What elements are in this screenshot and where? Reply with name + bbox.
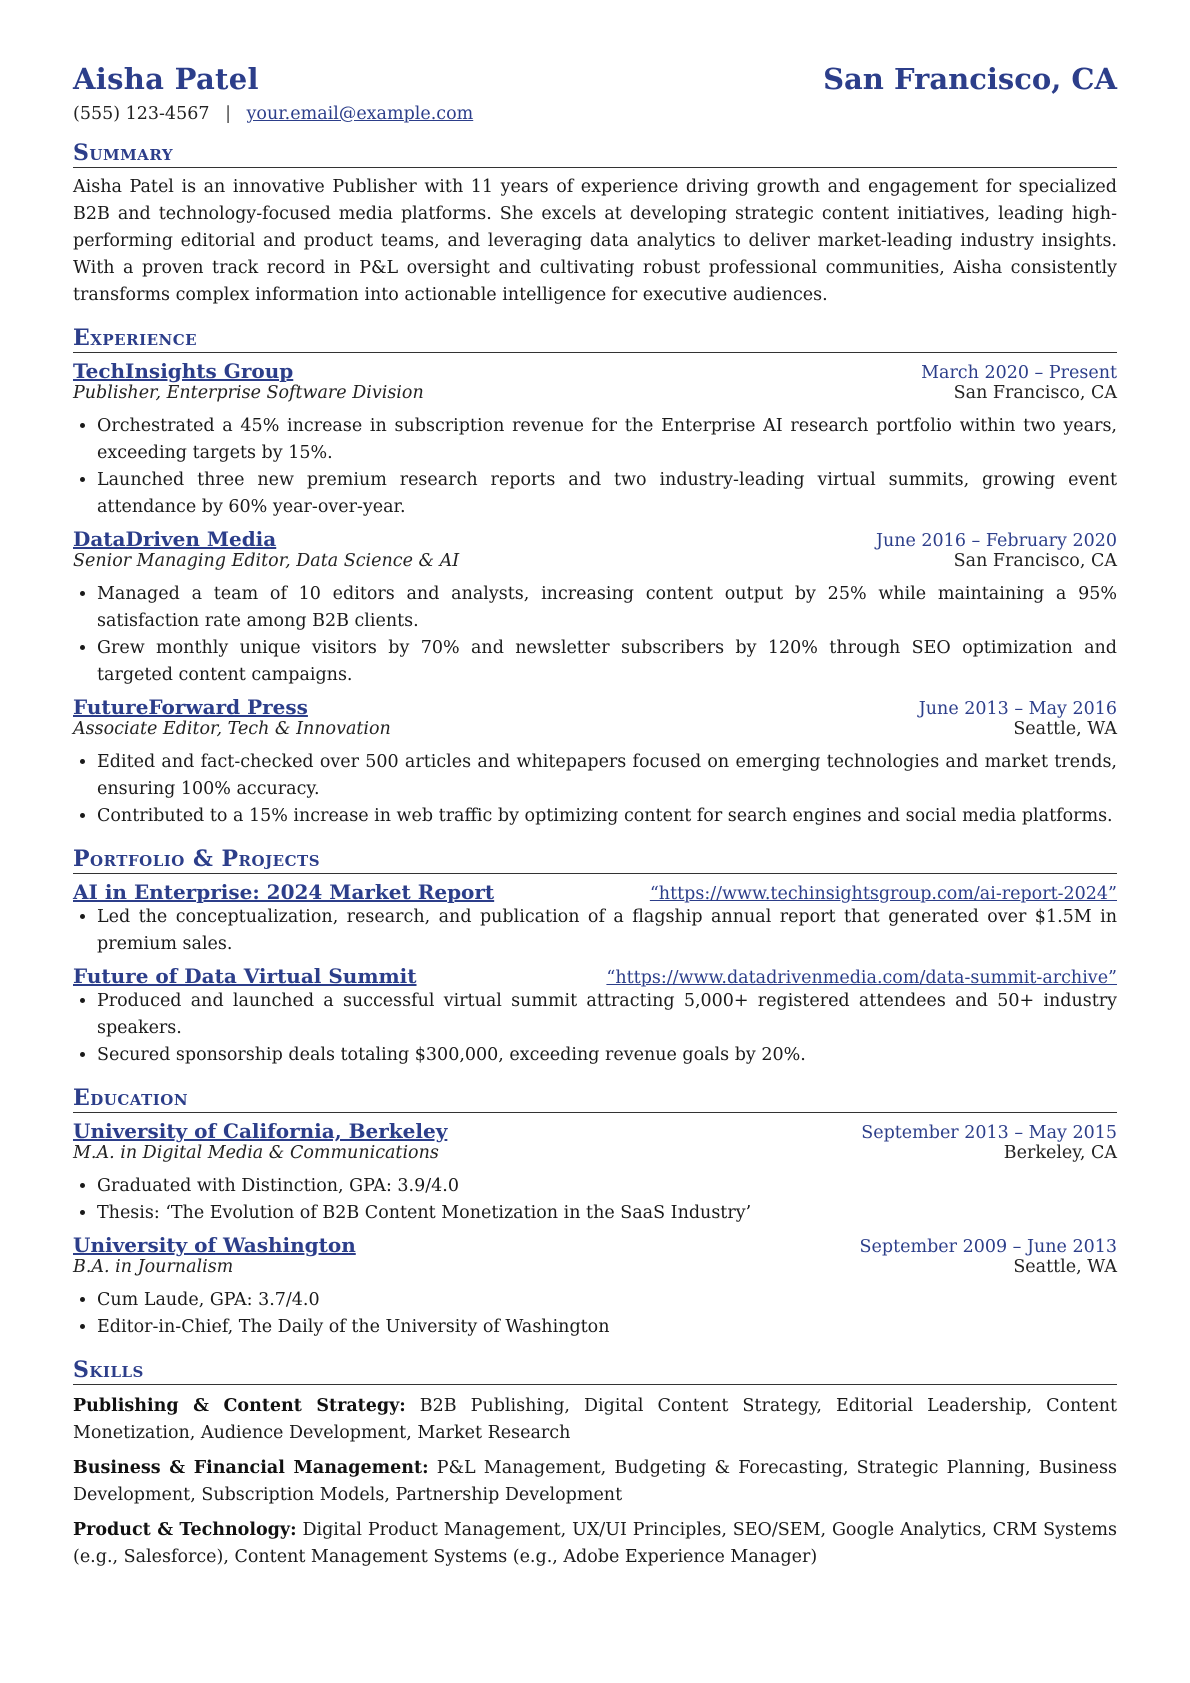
phone-number: (555) 123-4567 (73, 104, 210, 124)
project-bullets (73, 988, 1117, 1069)
bullet-item: • Led the conceptualization, research, and publication of a flagship annual report that generated over $1.5M in premium sales. (97, 904, 1117, 958)
experience-org-link[interactable]: FutureForward Press (73, 695, 308, 719)
bullet-item: • Grew monthly unique visitors by 70% and newsletter subscribers by 120% through SEO optimization and targeted content campaigns. (97, 635, 1117, 689)
experience-dates: June 2013 – May 2016 (918, 699, 1117, 719)
section-title-education: Education (73, 1085, 1117, 1113)
resume-header (73, 62, 1117, 96)
experience-location: Seattle, WA (1013, 719, 1117, 739)
bullet-item: • Contributed to a 15% increase in web traffic by optimizing content for search engines and social media platforms. (97, 803, 1117, 830)
project-name-link[interactable]: Future of Data Virtual Summit (73, 964, 417, 988)
skill-group-label: Business & Financial Management: (73, 1458, 429, 1478)
school-name-link[interactable]: University of Washington (73, 1233, 356, 1257)
education-entry (73, 1119, 1117, 1227)
education-bullets (73, 1173, 1117, 1227)
bullet-item: • Cum Laude, GPA: 3.7/4.0 (97, 1287, 1117, 1314)
education-entry (73, 1233, 1117, 1341)
degree: M.A. in Digital Media & Communications (73, 1143, 439, 1163)
project-url-link[interactable]: “https://www.techinsightsgroup.com/ai-report-2024” (649, 884, 1117, 904)
experience-bullets (73, 413, 1117, 521)
experience-entry (73, 695, 1117, 830)
education-dates: September 2009 – June 2013 (859, 1237, 1117, 1257)
skill-group-label: Publishing & Content Strategy: (73, 1396, 406, 1416)
experience-entry (73, 359, 1117, 521)
project-url-link[interactable]: “https://www.datadrivenmedia.com/data-summit-archive” (606, 968, 1117, 988)
education-location: Berkeley, CA (1003, 1143, 1117, 1163)
education-location: Seattle, WA (1013, 1257, 1117, 1277)
project-entry (73, 964, 1117, 1069)
bullet-item: • Launched three new premium research reports and two industry-leading virtual summits, growing event attendance by 60% year-over-year. (97, 467, 1117, 521)
project-bullets (73, 904, 1117, 958)
experience-dates: March 2020 – Present (921, 363, 1117, 383)
bullet-item: • Edited and fact-checked over 500 articles and whitepapers focused on emerging technologies and market trends, ensuring 100% accuracy. (97, 749, 1117, 803)
summary-text: Aisha Patel is an innovative Publisher with 11 years of experience driving growth and engagement for specialized B2B and technology-focused media platforms. She excels at developing strategic content initiatives, leading high-performing editorial and product teams, and leveraging data analytics to deliver market-leading industry insights. With a proven track record in P&L oversight and cultivating robust professional communities, Aisha consistently transforms complex information into actionable intelligence for executive audiences. (73, 177, 1117, 305)
experience-entry (73, 527, 1117, 689)
bullet-item: • Produced and launched a successful virtual summit attracting 5,000+ registered attendees and 50+ industry speakers. (97, 988, 1117, 1042)
skill-group (73, 1393, 1117, 1447)
education-bullets (73, 1287, 1117, 1341)
experience-bullets (73, 581, 1117, 689)
experience-role: Senior Managing Editor, Data Science & AI (73, 551, 460, 571)
school-name-link[interactable]: University of California, Berkeley (73, 1119, 448, 1143)
skill-group-label: Product & Technology: (73, 1520, 297, 1540)
section-title-skills: Skills (73, 1357, 1117, 1385)
experience-location: San Francisco, CA (953, 551, 1117, 571)
bullet-item: • Managed a team of 10 editors and analysts, increasing content output by 25% while maintaining a 95% satisfaction rate among B2B clients. (97, 581, 1117, 635)
degree: B.A. in Journalism (73, 1257, 234, 1277)
bullet-item: • Graduated with Distinction, GPA: 3.9/4.0 (97, 1173, 1117, 1200)
section-title-summary: Summary (73, 140, 1117, 168)
candidate-name: Aisha Patel (73, 62, 259, 96)
bullet-item: • Secured sponsorship deals totaling $300,000, exceeding revenue goals by 20%. (97, 1042, 1117, 1069)
experience-dates: June 2016 – February 2020 (875, 531, 1117, 551)
project-name-link[interactable]: AI in Enterprise: 2024 Market Report (73, 880, 495, 904)
skill-group-text: Digital Product Management, UX/UI Principles, SEO/SEM, Google Analytics, CRM Systems (e.g., Salesforce), Content Management Systems (e.g., Adobe Experience Manager) (73, 1520, 1117, 1567)
contact-separator: | (225, 104, 231, 124)
experience-org-link[interactable]: DataDriven Media (73, 527, 277, 551)
skill-group (73, 1455, 1117, 1509)
skill-group-text: P&L Management, Budgeting & Forecasting, Strategic Planning, Business Development, Subscription Models, Partnership Development (73, 1458, 1117, 1505)
experience-role: Associate Editor, Tech & Innovation (73, 719, 391, 739)
bullet-item: • Editor-in-Chief, The Daily of the University of Washington (97, 1314, 1117, 1341)
experience-location: San Francisco, CA (953, 383, 1117, 403)
email-link[interactable]: your.email@example.com (246, 104, 474, 124)
skill-group-text: B2B Publishing, Digital Content Strategy, Editorial Leadership, Content Monetization, Audience Development, Market Research (73, 1396, 1117, 1443)
bullet-item: • Orchestrated a 45% increase in subscription revenue for the Enterprise AI research portfolio within two years, exceeding targets by 15%. (97, 413, 1117, 467)
education-dates: September 2013 – May 2015 (861, 1123, 1117, 1143)
header-location: San Francisco, CA (823, 62, 1117, 96)
experience-org-link[interactable]: TechInsights Group (73, 359, 294, 383)
contact-line (73, 104, 1117, 124)
bullet-item: • Thesis: ‘The Evolution of B2B Content Monetization in the SaaS Industry’ (97, 1200, 1117, 1227)
section-title-experience: Experience (73, 325, 1117, 353)
section-title-projects: Portfolio & Projects (73, 846, 1117, 874)
experience-role: Publisher, Enterprise Software Division (73, 383, 424, 403)
skill-group (73, 1517, 1117, 1571)
project-entry (73, 880, 1117, 958)
experience-bullets (73, 749, 1117, 830)
